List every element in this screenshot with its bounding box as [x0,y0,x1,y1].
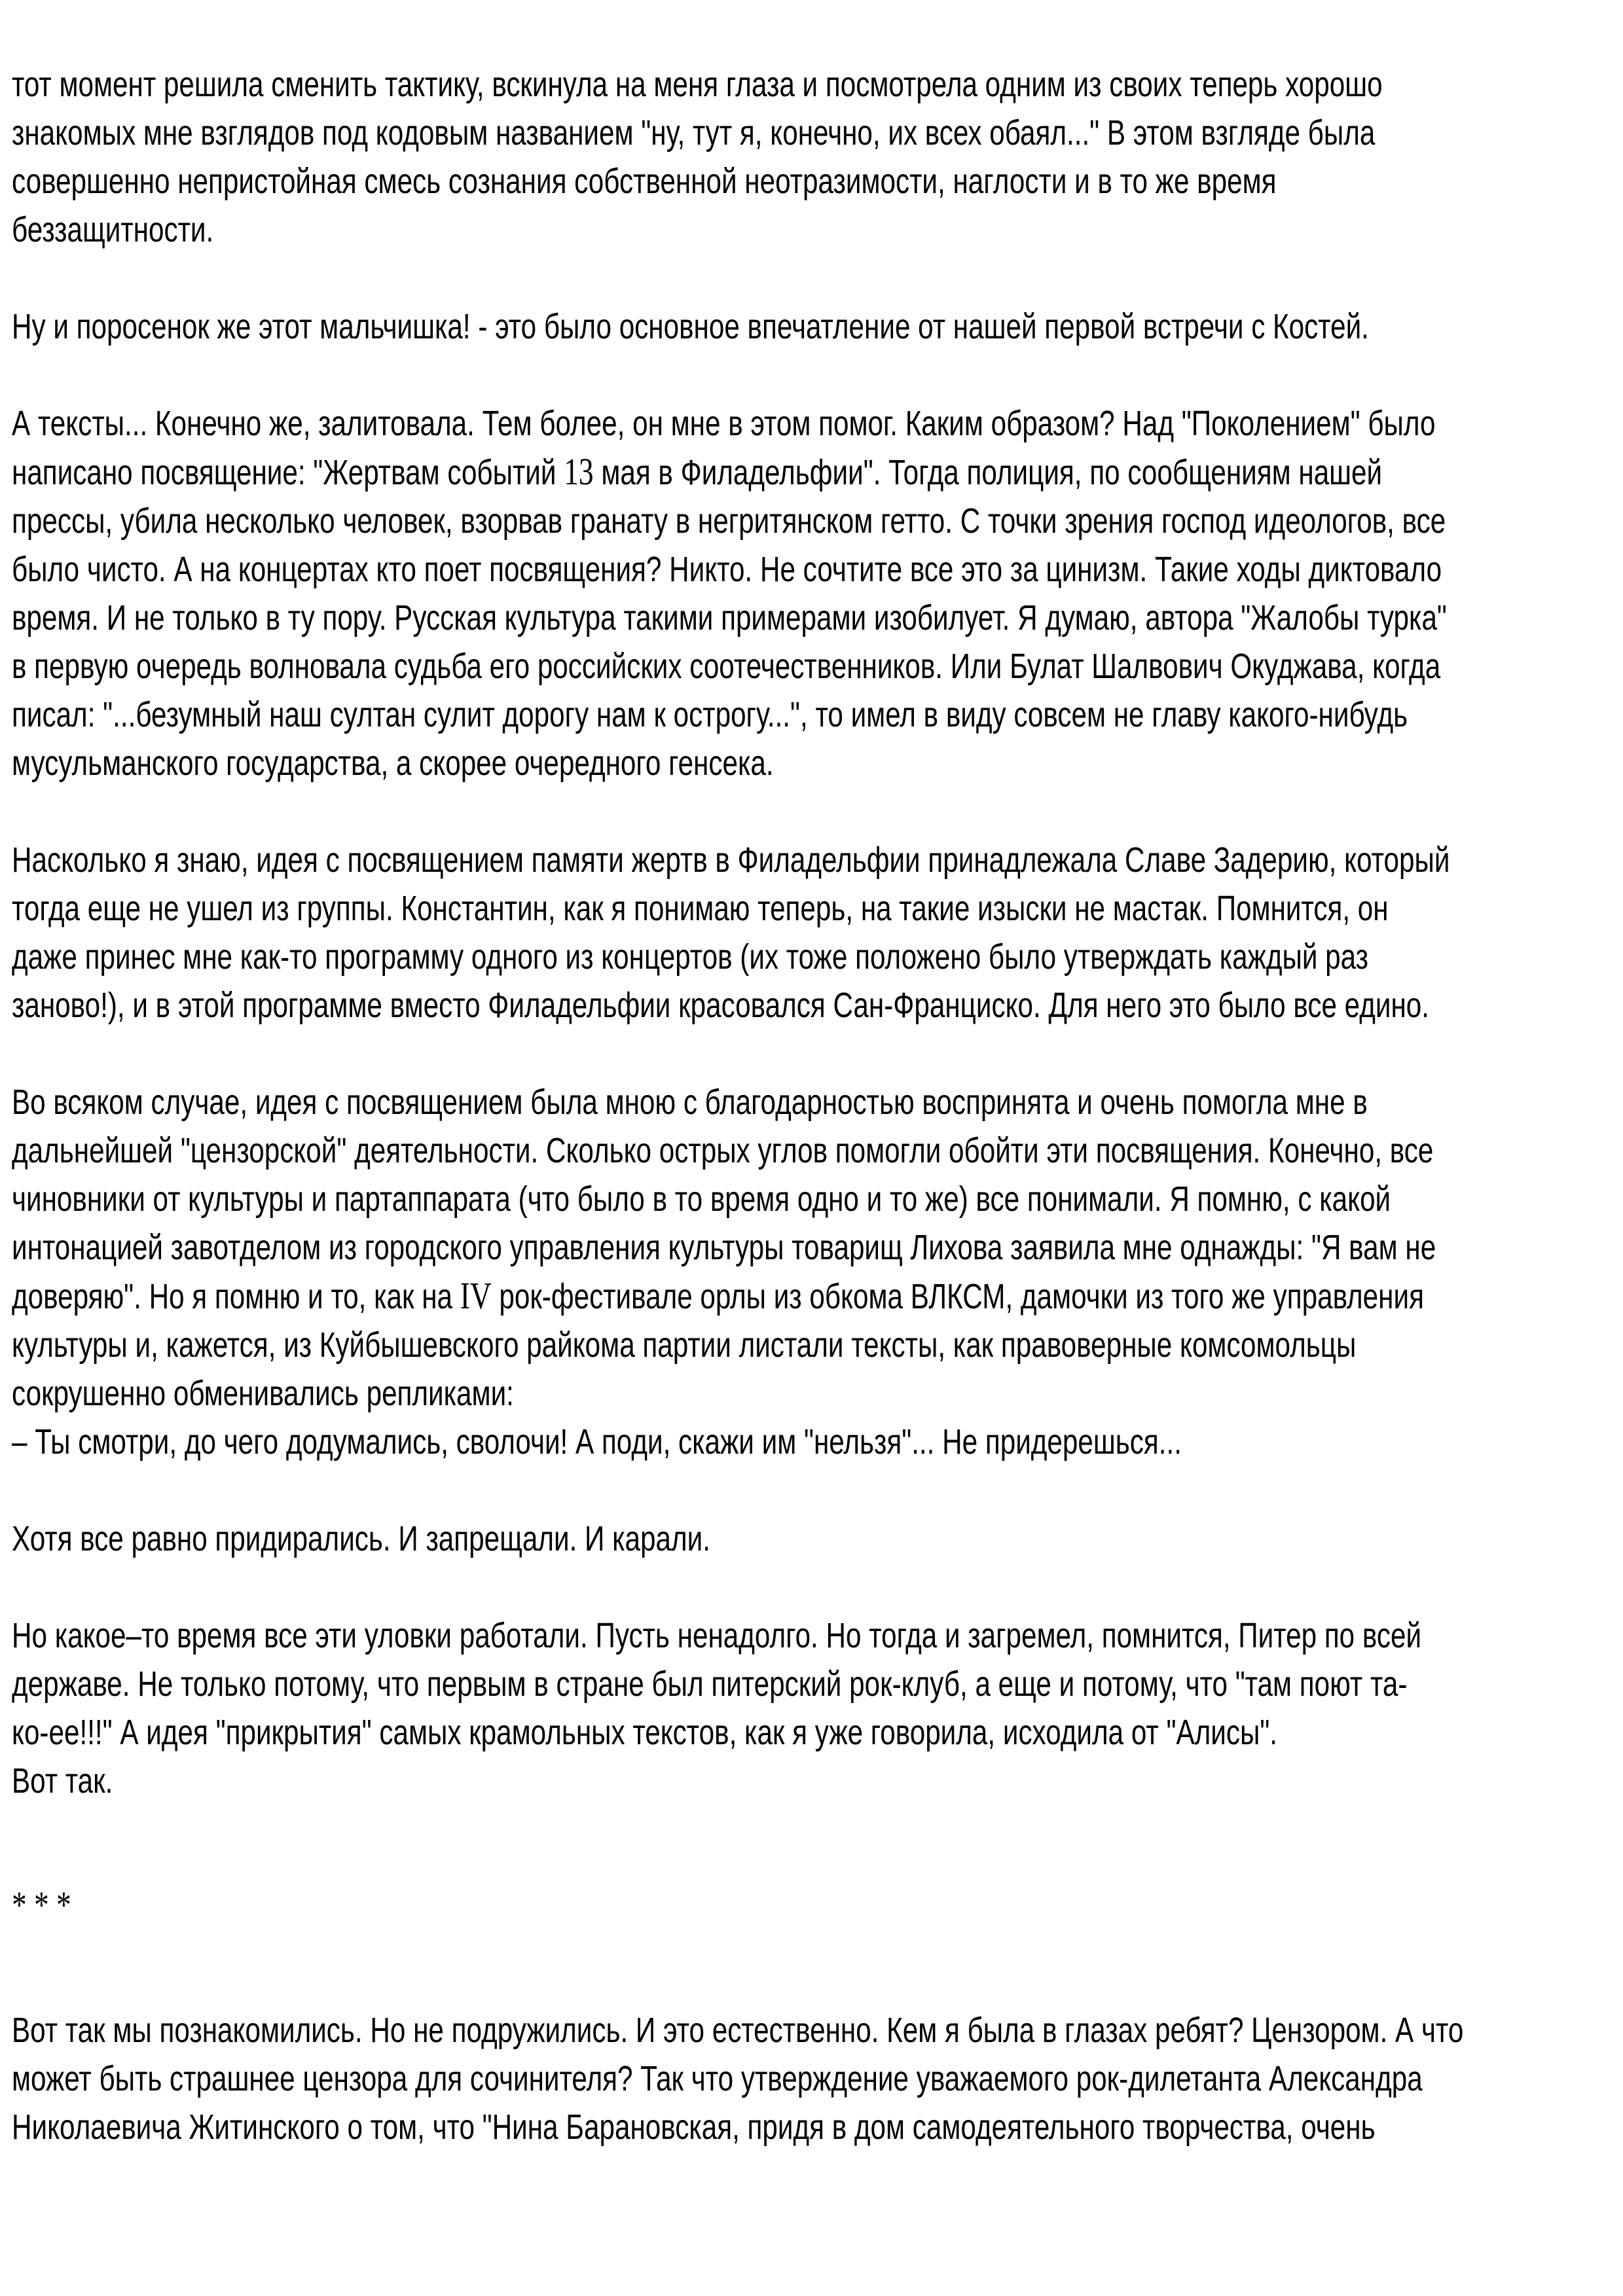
text-segment: державе. Не только потому, что первым в стране был питерский рок-клуб, а еще и потому, что "там поют та- [12,1664,1408,1704]
text-line [12,302,1623,351]
text-line [12,60,1623,109]
text-segment: тот момент решила сменить тактику, вскинула на меня глаза и посмотрела одним из своих теперь хорошо [12,65,1383,104]
text-line [12,497,1623,545]
text-segment: было чисто. А на концертах кто поет посвящения? Никто. Не сочтите все это за цинизм. Такие ходы диктовало [12,550,1442,589]
text-segment: тогда еще не ушел из группы. Константин, как я понимаю теперь, на такие изыски не мастак. Помнится, он [12,889,1389,928]
text-line [12,1881,1623,1930]
text-segment: заново!), и в этой программе вместо Филадельфии красовался Сан-Франциско. Для него это было все едино. [12,986,1429,1025]
text-segment: интонацией завотделом из городского управления культуры товарищ Лихова заявила мне однажды: "Я вам не [12,1228,1436,1267]
text-segment: Хотя все равно придирались. И запрещали. И карали. [12,1519,710,1558]
text-segment: Вот так. [12,1761,113,1801]
paragraph [12,302,1623,351]
text-line [12,981,1623,1030]
text-line [12,1223,1623,1272]
text-line [12,1321,1623,1369]
text-segment: мая в Филадельфии". Тогда полиция, по сообщениям нашей [593,453,1383,492]
text-line [12,206,1623,254]
text-line [12,2103,1623,2151]
text-segment: знакомых мне взглядов под кодовым названием "ну, тут я, конечно, их всех обаял..." В этом взгляде была [12,113,1376,152]
text-segment: может быть страшнее цензора для сочинителя? Так что утверждение уважаемого рок-дилетанта Александра [12,2059,1423,2098]
text-line [12,1660,1623,1708]
text-segment: Ну и поросенок же этот мальчишка! - это было основное впечатление от нашей первой встречи с Костей. [12,307,1369,346]
serif-text-segment: IV [460,1274,492,1317]
text-line [12,1126,1623,1175]
text-segment: беззащитности. [12,210,214,249]
text-segment: сокрушенно обменивались репликами: [12,1374,514,1413]
paragraph [12,399,1623,787]
text-segment: дальнейшей "цензорской" деятельности. Сколько острых углов помогли обойти эти посвящения. Конечно, все [12,1131,1434,1170]
text-segment: Вот так мы познакомились. Но не подружились. И это естественно. Кем я была в глазах ребят? Цензором. А что [12,2011,1464,2050]
text-segment: Насколько я знаю, идея с посвящением памяти жертв в Филадельфии принадлежала Славе Задерию, который [12,840,1450,880]
paragraph [12,1611,1623,1805]
text-line [12,836,1623,884]
text-line [12,1418,1623,1466]
page-text [12,60,1623,2151]
text-line [12,1611,1623,1660]
paragraph [12,1515,1623,1563]
text-line [12,1515,1623,1563]
paragraph [12,60,1623,254]
text-segment: Во всяком случае, идея с посвящением была мною с благодарностью воспринята и очень помогла мне в [12,1083,1368,1122]
text-segment: даже принес мне как-то программу одного из концертов (их тоже положено было утверждать каждый раз [12,937,1369,977]
text-line [12,2006,1623,2054]
text-line [12,933,1623,981]
paragraph [12,2006,1623,2151]
text-segment: время. И не только в ту пору. Русская культура такими примерами изобилует. Я думаю, автора "Жалобы турка" [12,598,1447,637]
text-line [12,399,1623,448]
text-segment: доверяю". Но я помню и то, как на [12,1277,460,1316]
text-line [12,1757,1623,1805]
text-segment: чиновники от культуры и партаппарата (что было в то время одно и то же) все понимали. Я помню, с какой [12,1179,1391,1219]
serif-text-segment: * * * [12,1884,71,1926]
text-segment: культуры и, кажется, из Куйбышевского райкома партии листали тексты, как правоверные комсомольцы [12,1325,1357,1365]
text-line [12,1175,1623,1223]
text-segment: рок-фестивале орлы из обкома ВЛКСМ, дамочки из того же управления [491,1277,1424,1316]
text-segment: в первую очередь волновала судьба его российских соотечественников. Или Булат Шалвович Окуджава, когда [12,647,1441,686]
text-line [12,1369,1623,1418]
text-line [12,2054,1623,2103]
text-segment: Но какое–то время все эти уловки работали. Пусть ненадолго. Но тогда и загремел, помнится, Питер по всей [12,1616,1422,1655]
text-line [12,1272,1623,1321]
text-line [12,545,1623,594]
text-line [12,884,1623,933]
text-line [12,739,1623,787]
text-line [12,1078,1623,1126]
text-segment: мусульманского государства, а скорее очередного генсека. [12,744,774,783]
section-separator [12,1881,1623,1930]
text-line [12,642,1623,691]
paragraph [12,836,1623,1030]
text-line [12,594,1623,642]
text-segment: прессы, убила несколько человек, взорвав гранату в негритянском гетто. С точки зрения господ идеологов, все [12,501,1446,541]
text-segment: написано посвящение: "Жертвам событий [12,453,564,492]
text-segment: – Ты смотри, до чего додумались, сволочи! А поди, скажи им "нельзя"... Не придерешься... [12,1422,1182,1462]
paragraph [12,1078,1623,1466]
text-line [12,157,1623,206]
text-segment: совершенно непристойная смесь сознания собственной неотразимости, наглости и в то же время [12,162,1277,201]
text-line [12,1708,1623,1757]
text-line [12,109,1623,157]
text-line [12,448,1623,497]
serif-text-segment: 13 [564,450,594,493]
text-segment: ко-ее!!!" А идея "прикрытия" самых крамольных текстов, как я уже говорила, исходила от "Алисы". [12,1713,1278,1752]
text-line [12,691,1623,739]
text-segment: А тексты... Конечно же, залитовала. Тем более, он мне в этом помог. Каким образом? Над "Поколением" было [12,404,1436,443]
text-segment: писал: "...безумный наш султан сулит дорогу нам к острогу...", то имел в виду совсем не главу какого-нибудь [12,695,1408,734]
text-segment: Николаевича Житинского о том, что "Нина Барановская, придя в дом самодеятельного творчества, очень [12,2108,1376,2147]
